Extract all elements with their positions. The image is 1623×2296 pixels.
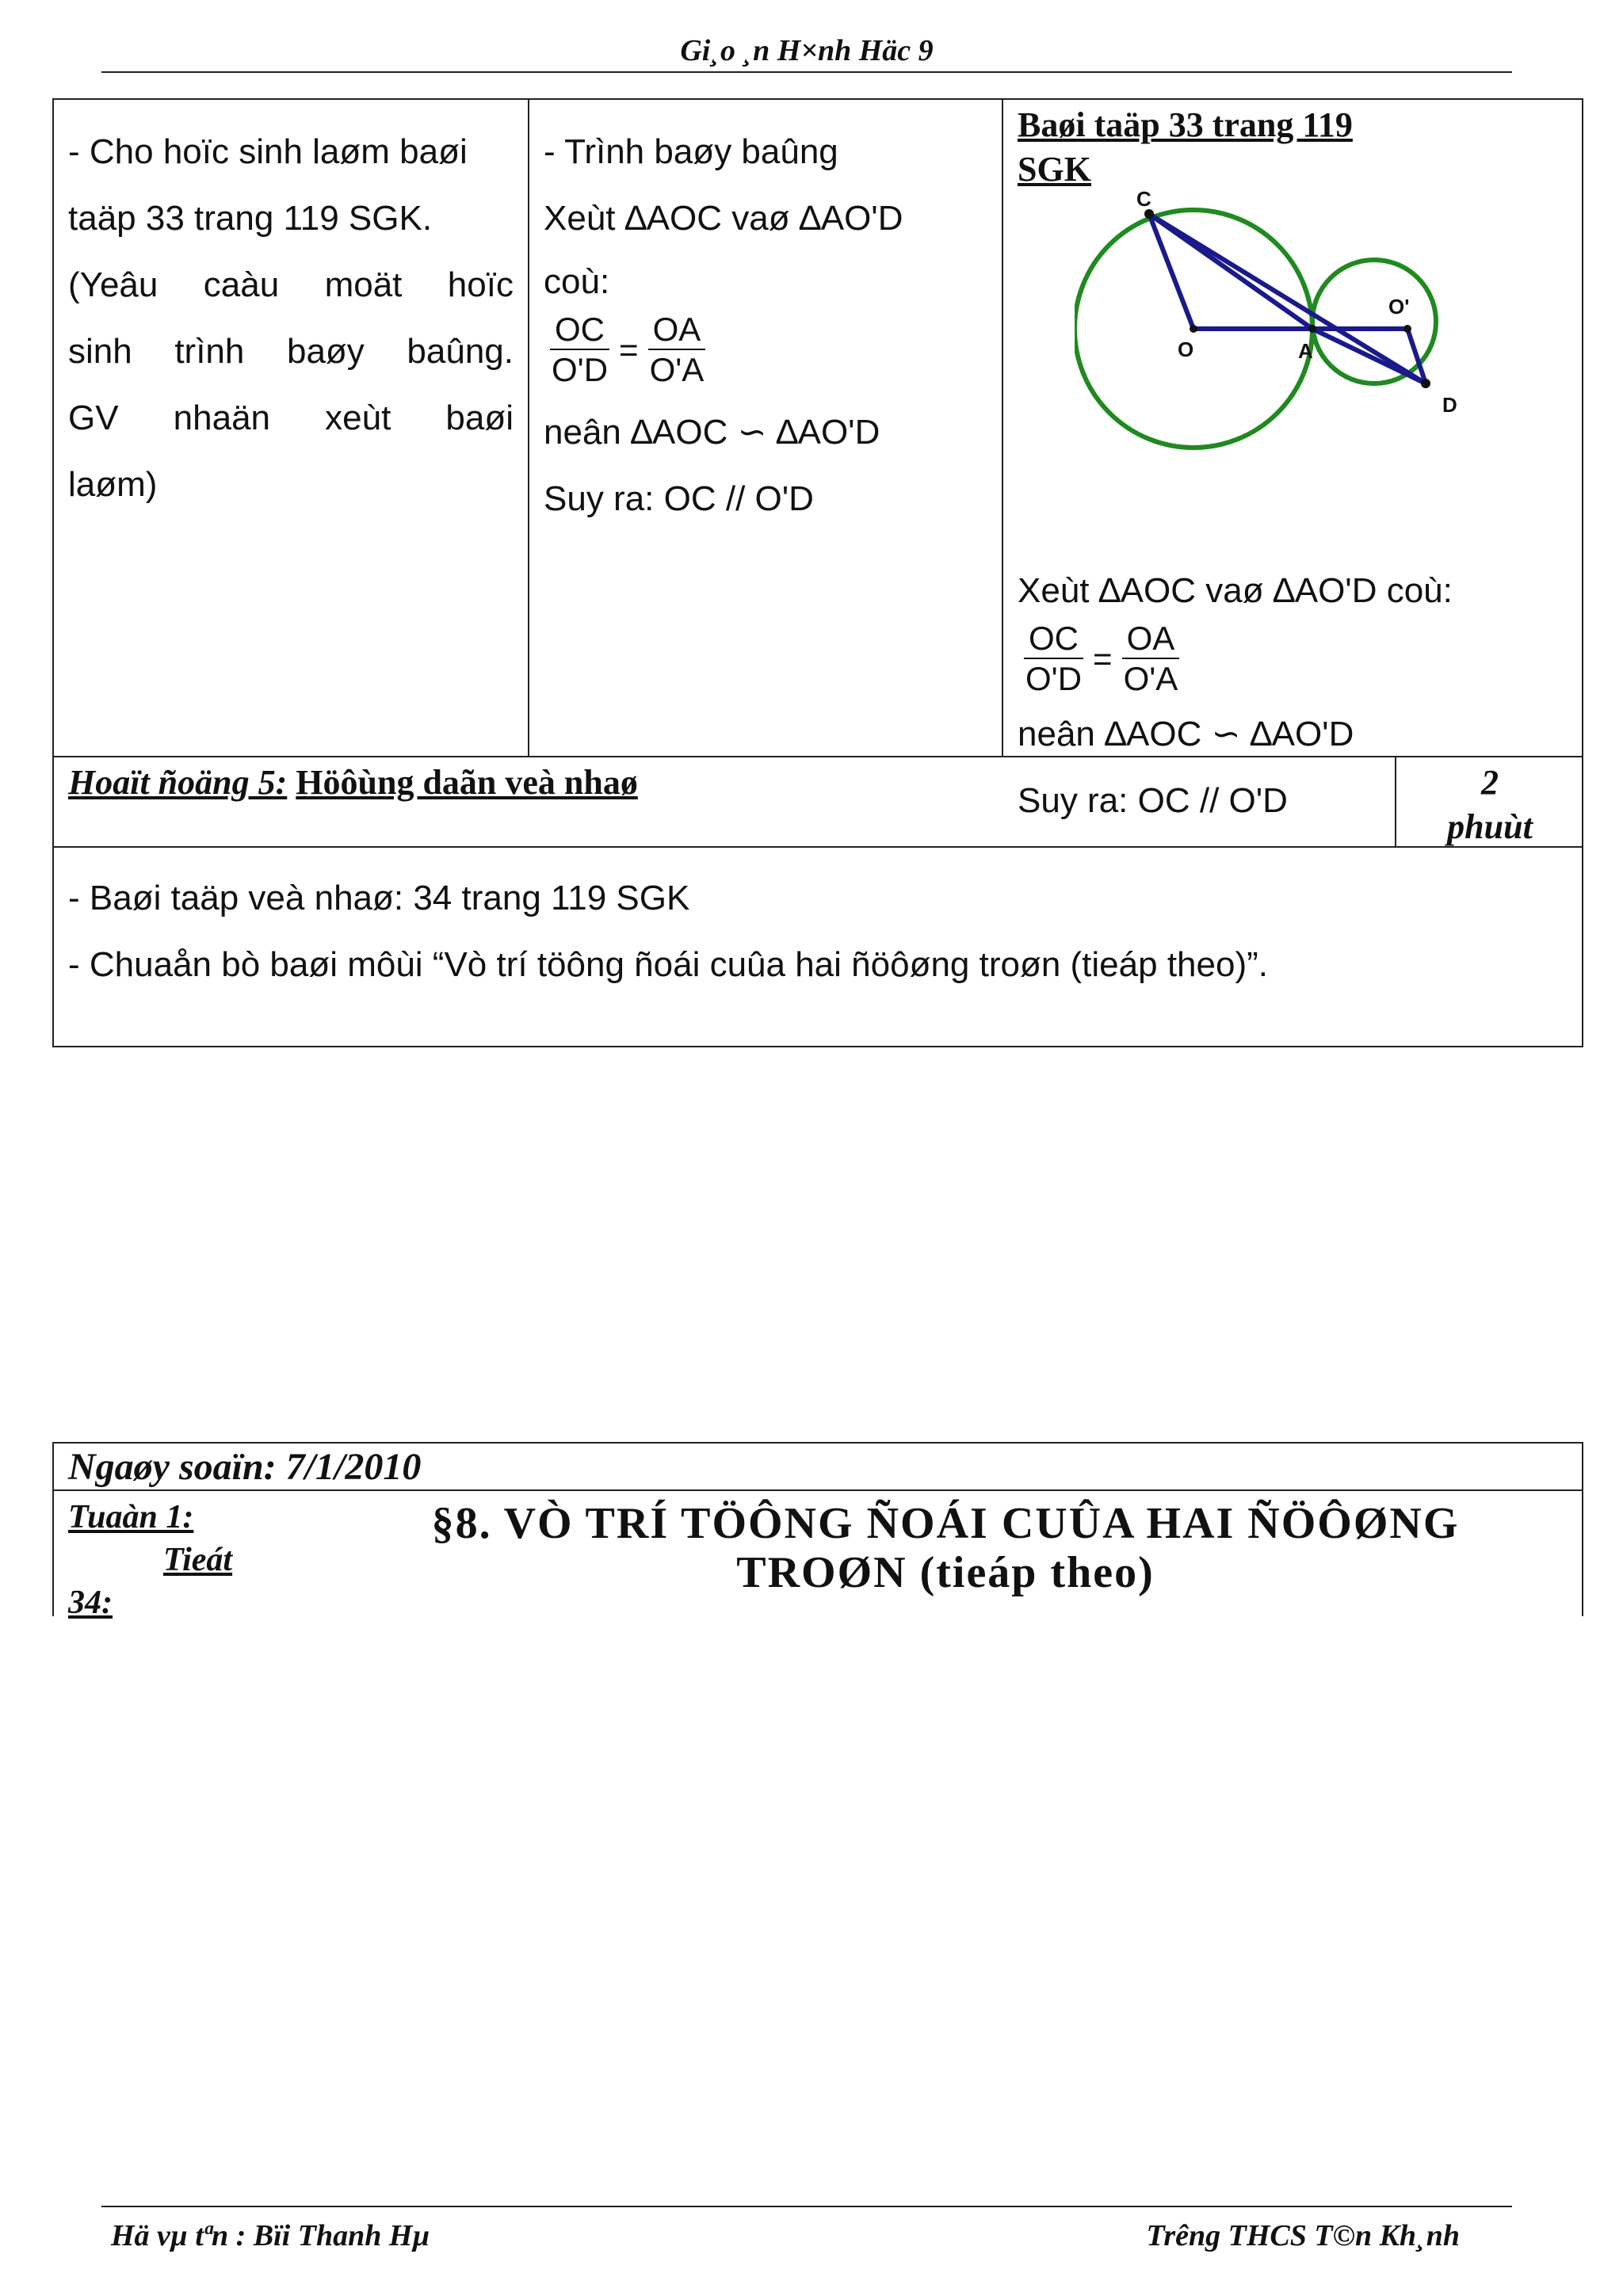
homework-line: - Chuaån bò baøi môùi “Vò trí töông ñoái cuûa hai ñöôøng troøn (tieáp theo)”. — [68, 945, 1268, 984]
week-period — [68, 1496, 306, 1624]
denominator: O'A — [1123, 660, 1178, 697]
lesson-title-line: TROØN (tieáp theo) — [736, 1548, 1155, 1597]
teacher-activity-cell — [54, 100, 529, 756]
period-label: Tieát — [163, 1542, 233, 1578]
time-value: 2 — [1481, 763, 1499, 802]
page-header-title: Gi¸o ¸n H×nh Häc 9 — [680, 34, 934, 67]
fraction — [645, 311, 709, 390]
activity-row — [54, 756, 1582, 846]
word: GV — [68, 399, 119, 437]
word: hoïc — [447, 265, 514, 304]
activity-label: Hoaït ñoäng 5: — [68, 763, 288, 802]
denominator: O'D — [1025, 660, 1083, 697]
teacher-line — [68, 318, 514, 385]
numerator: OA — [648, 311, 706, 350]
footer-author: Hä vµ tªn : Bïi Thanh Hµ — [111, 2219, 430, 2252]
word: baûng. — [407, 332, 514, 371]
student-activity-cell — [529, 100, 1003, 756]
homework-line: - Baøi taäp veà nhaø: 34 trang 119 SGK — [68, 879, 690, 917]
fraction — [1119, 620, 1183, 699]
word: sinh — [68, 332, 132, 371]
ratio-equation — [544, 312, 987, 388]
activity-name: Höôùng daãn veà nhaø — [296, 763, 638, 802]
teacher-line: - Cho hoïc sinh laøm baøi — [68, 132, 468, 171]
denominator: O'A — [649, 351, 705, 388]
label-o: O — [1178, 338, 1194, 361]
word: baøy — [286, 332, 365, 371]
homework-row — [54, 846, 1582, 1046]
word: xeùt — [325, 399, 391, 437]
word: nhaän — [173, 399, 271, 437]
lesson-table — [52, 98, 1583, 1047]
notes-line: neân ∆AOC ∽ ∆AO'D — [1018, 715, 1354, 753]
equals-sign: = — [1093, 640, 1113, 677]
activity-title — [54, 757, 1396, 846]
notes-line: Xeùt ∆AOC vaø ∆AO'D coù: — [1018, 571, 1453, 610]
teacher-line — [68, 385, 514, 452]
label-a: A — [1298, 339, 1313, 363]
notes-cell — [1003, 100, 1583, 820]
ratio-equation — [1018, 618, 1572, 700]
teacher-line — [68, 252, 514, 318]
activity-time — [1396, 757, 1583, 846]
teacher-line: taäp 33 trang 119 SGK. — [68, 199, 433, 238]
lesson-title-line: §8. VÒ TRÍ TÖÔNG ÑOÁI CUÛA HAI ÑÖÔØNG — [431, 1499, 1460, 1548]
week-label: Tuaàn 1: — [68, 1499, 194, 1535]
period-number: 34: — [68, 1585, 113, 1621]
student-line: Suy ra: OC // O'D — [544, 479, 814, 518]
footer-school: Trêng THCS T©n Kh¸nh — [1146, 2219, 1460, 2252]
student-line: - Trình baøy baûng — [544, 132, 838, 171]
word: baøi — [445, 399, 514, 437]
student-line: neân ∆AOC ∽ ∆AO'D — [544, 413, 880, 452]
label-o-prime: O' — [1388, 295, 1410, 318]
next-lesson-table — [52, 1442, 1583, 1621]
word: moät — [324, 265, 403, 304]
time-unit: phuùt — [1447, 807, 1533, 846]
page-header — [101, 30, 1512, 73]
numerator: OA — [1122, 620, 1180, 659]
lesson-date: Ngaøy soaïn: 7/1/2010 — [54, 1444, 1582, 1491]
exercise-title: Baøi taäp 33 trang 119 — [1018, 105, 1353, 144]
word: trình — [174, 332, 245, 371]
exercise-title: SGK — [1018, 150, 1091, 189]
student-line: coù: — [544, 262, 610, 301]
numerator: OC — [1024, 620, 1083, 659]
word: caàu — [203, 265, 280, 304]
teacher-line: laøm) — [68, 465, 158, 504]
denominator: O'D — [552, 351, 609, 388]
numerator: OC — [550, 311, 609, 350]
fraction — [547, 311, 613, 390]
label-d: D — [1442, 393, 1457, 417]
fraction — [1021, 620, 1086, 699]
notes-line: Suy ra: OC // O'D — [1018, 781, 1288, 820]
student-line: Xeùt ∆AOC vaø ∆AO'D — [544, 199, 903, 238]
word: (Yeâu — [68, 265, 158, 304]
lesson-title — [315, 1499, 1575, 1597]
page-footer — [101, 2206, 1512, 2255]
tangent-circles-figure — [1075, 189, 1518, 482]
label-c: C — [1136, 189, 1151, 211]
equals-sign: = — [619, 331, 639, 368]
